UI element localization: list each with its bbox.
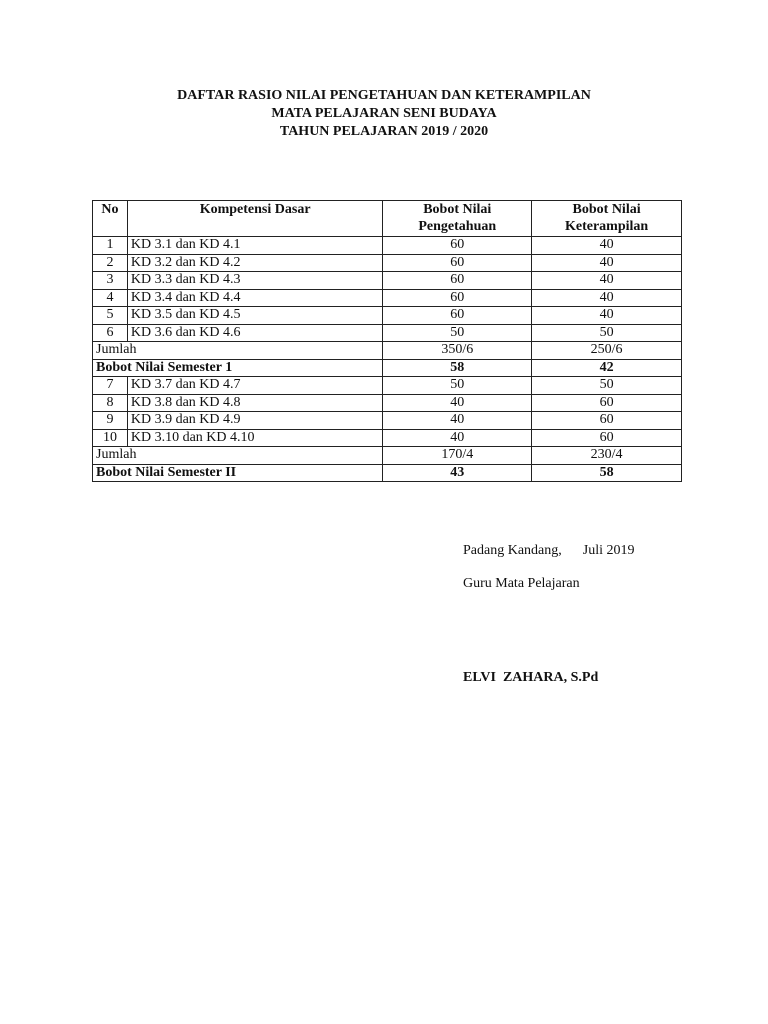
jumlah-keterampilan: 250/6 (532, 342, 682, 360)
title-line-2: MATA PELAJARAN SENI BUDAYA (271, 106, 497, 121)
row-pengetahuan: 40 (383, 429, 532, 447)
row-no: 8 (93, 394, 128, 412)
row-kd: KD 3.3 dan KD 4.3 (127, 272, 383, 290)
bobot-pengetahuan: 43 (383, 464, 532, 482)
table-row (93, 272, 682, 290)
table-row (93, 412, 682, 430)
jumlah-label: Jumlah (93, 342, 383, 360)
row-keterampilan: 60 (532, 394, 682, 412)
table-header-row (93, 201, 682, 237)
jumlah-pengetahuan: 350/6 (383, 342, 532, 360)
row-keterampilan: 40 (532, 307, 682, 325)
title-line-1: DAFTAR RASIO NILAI PENGETAHUAN DAN KETERAMPILAN (177, 88, 591, 103)
row-kd: KD 3.8 dan KD 4.8 (127, 394, 383, 412)
row-kd: KD 3.7 dan KD 4.7 (127, 377, 383, 395)
bobot-keterampilan: 42 (532, 359, 682, 377)
row-no: 1 (93, 237, 128, 255)
table-row (93, 307, 682, 325)
row-pengetahuan: 60 (383, 237, 532, 255)
row-pengetahuan: 60 (383, 307, 532, 325)
row-kd: KD 3.4 dan KD 4.4 (127, 289, 383, 307)
bobot-label: Bobot Nilai Semester 1 (93, 359, 383, 377)
row-keterampilan: 40 (532, 237, 682, 255)
table-row (93, 289, 682, 307)
row-keterampilan: 40 (532, 289, 682, 307)
ratio-table (92, 200, 682, 482)
row-keterampilan: 50 (532, 324, 682, 342)
row-keterampilan: 40 (532, 272, 682, 290)
row-pengetahuan: 40 (383, 394, 532, 412)
header-no: No (93, 201, 128, 237)
jumlah-label: Jumlah (93, 447, 383, 465)
row-no: 7 (93, 377, 128, 395)
place-date: Padang Kandang, Juli 2019 (463, 543, 635, 558)
table-row (93, 429, 682, 447)
header-bobot-pengetahuan (383, 201, 532, 237)
row-kd: KD 3.1 dan KD 4.1 (127, 237, 383, 255)
row-pengetahuan: 50 (383, 377, 532, 395)
row-keterampilan: 60 (532, 429, 682, 447)
row-pengetahuan: 60 (383, 289, 532, 307)
row-kd: KD 3.5 dan KD 4.5 (127, 307, 383, 325)
bobot-keterampilan: 58 (532, 464, 682, 482)
row-pengetahuan: 60 (383, 254, 532, 272)
jumlah-row-semester-1 (93, 342, 682, 360)
row-no: 3 (93, 272, 128, 290)
header-bobot-keterampilan (532, 201, 682, 237)
signatory-name: ELVI ZAHARA, S.Pd (463, 670, 599, 685)
row-pengetahuan: 40 (383, 412, 532, 430)
row-pengetahuan: 50 (383, 324, 532, 342)
row-keterampilan: 60 (532, 412, 682, 430)
table-row (93, 324, 682, 342)
jumlah-pengetahuan: 170/4 (383, 447, 532, 465)
row-kd: KD 3.6 dan KD 4.6 (127, 324, 383, 342)
row-no: 6 (93, 324, 128, 342)
title-line-3: TAHUN PELAJARAN 2019 / 2020 (279, 124, 489, 139)
row-kd: KD 3.9 dan KD 4.9 (127, 412, 383, 430)
header-kompetensi-dasar: Kompetensi Dasar (127, 201, 383, 237)
row-kd: KD 3.2 dan KD 4.2 (127, 254, 383, 272)
jumlah-keterampilan: 230/4 (532, 447, 682, 465)
header-bobot-keterampilan-line-2: Keterampilan (564, 218, 649, 234)
row-keterampilan: 40 (532, 254, 682, 272)
row-no: 9 (93, 412, 128, 430)
row-no: 4 (93, 289, 128, 307)
header-bobot-pengetahuan-line-1: Bobot Nilai (423, 202, 492, 217)
row-kd: KD 3.10 dan KD 4.10 (127, 429, 383, 447)
table-row (93, 254, 682, 272)
bobot-pengetahuan: 58 (383, 359, 532, 377)
signatory-role: Guru Mata Pelajaran (463, 576, 580, 591)
row-no: 2 (93, 254, 128, 272)
row-keterampilan: 50 (532, 377, 682, 395)
row-no: 5 (93, 307, 128, 325)
bobot-row-semester-1 (93, 359, 682, 377)
table-row (93, 237, 682, 255)
bobot-label: Bobot Nilai Semester II (93, 464, 383, 482)
jumlah-row-semester-2 (93, 447, 682, 465)
bobot-row-semester-2 (93, 464, 682, 482)
row-no: 10 (93, 429, 128, 447)
header-bobot-pengetahuan-line-2: Pengetahuan (418, 218, 497, 234)
header-bobot-keterampilan-line-1: Bobot Nilai (572, 202, 641, 217)
row-pengetahuan: 60 (383, 272, 532, 290)
table-row (93, 377, 682, 395)
table-row (93, 394, 682, 412)
document-title (0, 87, 768, 141)
